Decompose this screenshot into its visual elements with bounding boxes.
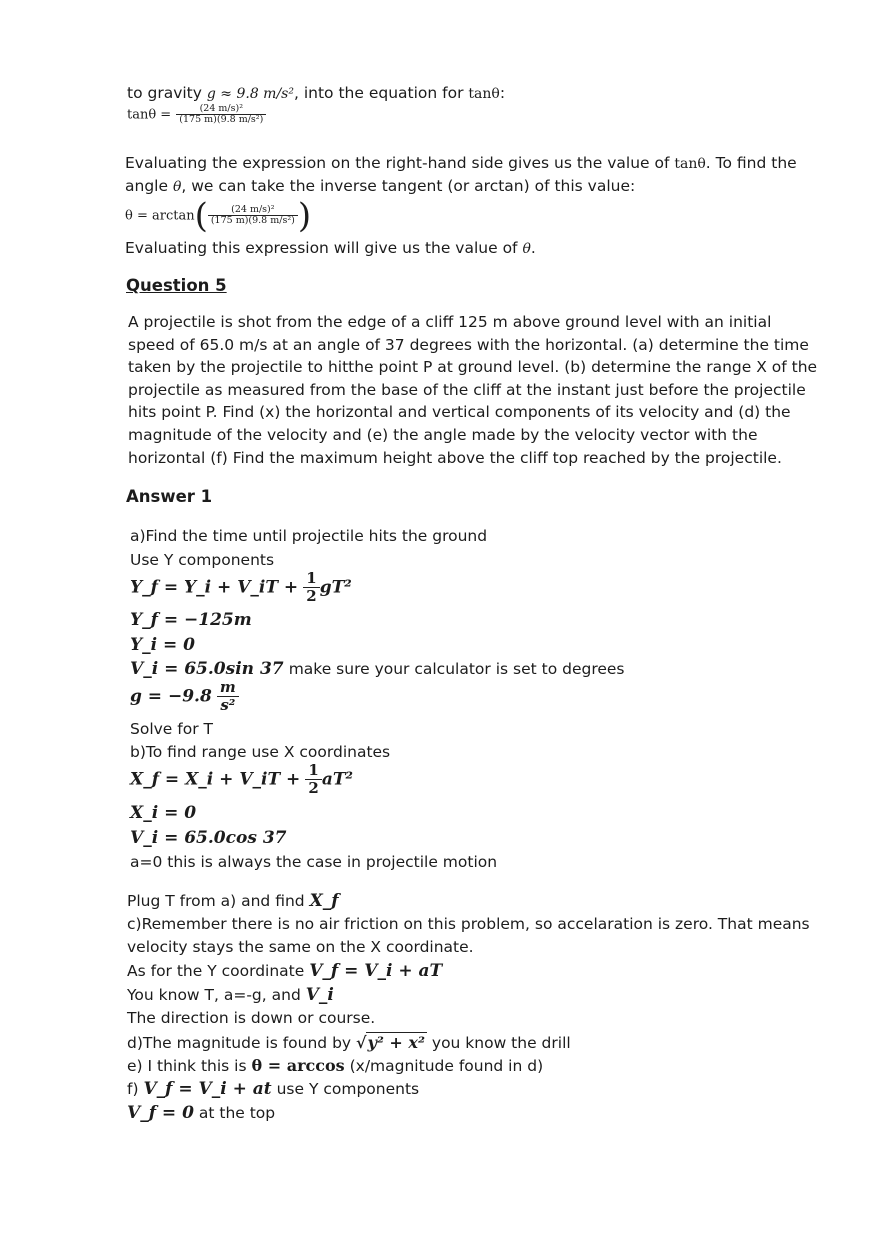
vi-cos-equation: V_i = 65.0cos 37: [130, 828, 287, 848]
tan-equation: [127, 104, 266, 126]
evaluate-text-2b: , we can take the inverse tangent (or arctan) of this value:: [181, 177, 636, 195]
theta-symbol: θ: [522, 241, 531, 257]
yf-equation-rhs: gT²: [319, 577, 352, 598]
left-paren: (: [194, 196, 208, 236]
gravity-value: [130, 679, 239, 714]
half-numerator: 1: [305, 762, 321, 780]
xf-equation-lhs: X_f = X_i + V_iT +: [130, 769, 301, 790]
right-paren: ): [297, 196, 312, 236]
fraction-numerator: (24 m/s)²: [208, 205, 298, 216]
part-a-title: a)Find the time until projectile hits the ground: [130, 527, 488, 545]
question-text: A projectile is shot from the edge of a cliff 125 m above ground level with an initial speed of 65.0 m/s at an angle of 37 degrees with the horizontal. (a) determine the time taken by the projectile to hitthe point P at ground level. (b) determine the range X of the projectile as measured from the base of the cliff at the instant just before the projectile hits point P. Find (x) the horizontal and vertical components of its velocity and (d) the magnitude of the velocity and (e) the angle made by the velocity vector with the horizontal (f) Find the maximum height above the cliff top reached by the projectile.: [128, 313, 818, 467]
arccos-equation: θ = arccos: [251, 1056, 345, 1075]
half-numerator: 1: [303, 570, 319, 588]
xi-value: X_i = 0: [130, 803, 197, 823]
yf-kinematic-equation: [130, 570, 352, 605]
y-coordinate-line: [127, 961, 442, 981]
evaluate-text-1a: Evaluating the expression on the right-hand side gives us the value of: [125, 154, 670, 172]
part-b-title: b)To find range use X coordinates: [130, 743, 391, 761]
half-fraction: [303, 570, 319, 605]
part-d-suffix: you know the drill: [431, 1034, 571, 1052]
evaluate-text-2a: angle: [125, 177, 169, 195]
tan-theta-symbol: tanθ: [674, 156, 706, 172]
gravity-prefix: to gravity: [127, 84, 202, 102]
vf-equation: V_f = V_i + aT: [309, 961, 443, 981]
evaluate-paragraph-line2: [125, 177, 635, 195]
xf-kinematic-equation: [130, 762, 353, 797]
yf-value: Y_f = −125m: [130, 610, 252, 630]
plug-t-text: Plug T from a) and find: [127, 892, 305, 910]
part-f-line: [127, 1079, 419, 1099]
vf-zero-line: [127, 1103, 275, 1123]
half-denominator: 2: [306, 586, 317, 605]
part-c-line1: c)Remember there is no air friction on this problem, so accelaration is zero. That means: [127, 915, 810, 933]
g-equation-lhs: g = −9.8: [130, 686, 212, 707]
g-units-fraction: [217, 679, 239, 714]
y-coordinate-text: As for the Y coordinate: [127, 962, 305, 980]
vf-zero-equation: V_f = 0: [127, 1103, 194, 1123]
evaluate-text-1b: . To find the: [705, 154, 797, 172]
part-e-text: e) I think this is: [127, 1057, 247, 1075]
tan-theta-symbol: tanθ: [468, 86, 500, 102]
fraction-denominator: (175 m)(9.8 m/s²): [179, 114, 264, 126]
g-units-numerator: m: [217, 679, 239, 697]
part-d-line: [127, 1032, 571, 1052]
gravity-line: [127, 84, 505, 102]
part-f-suffix: use Y components: [276, 1080, 420, 1098]
vf-at-equation: V_f = V_i + at: [143, 1079, 272, 1099]
arctan-fraction: [208, 205, 298, 227]
answer-heading: Answer 1: [126, 487, 213, 506]
question-heading: Question 5: [126, 276, 227, 295]
part-f-label: f): [127, 1080, 139, 1098]
evaluate-paragraph-line3: [125, 239, 536, 257]
g-units-denominator: s²: [220, 695, 236, 714]
vi-sin-line: [130, 659, 625, 679]
solve-for-t: Solve for T: [130, 720, 213, 738]
arctan-equation: [125, 196, 312, 236]
degrees-note: make sure your calculator is set to degrees: [288, 660, 625, 678]
half-denominator: 2: [308, 778, 319, 797]
part-e-suffix: (x/magnitude found in d): [349, 1057, 544, 1075]
theta-symbol: θ: [172, 179, 182, 195]
colon: :: [499, 84, 506, 102]
gravity-suffix: , into the equation for: [293, 84, 464, 102]
vf-zero-suffix: at the top: [198, 1104, 276, 1122]
tan-fraction: [176, 104, 266, 126]
yi-value: Y_i = 0: [130, 635, 196, 655]
tan-equation-lhs: tanθ =: [127, 107, 172, 123]
half-fraction: [305, 762, 321, 797]
evaluate-paragraph-line1: [125, 154, 797, 172]
plug-t-line: [127, 891, 339, 911]
arctan-lhs: θ = arctan: [125, 208, 195, 224]
sqrt-radicand: y² + x²: [367, 1033, 425, 1052]
xf-equation-rhs: aT²: [321, 769, 353, 790]
gravity-equation: g ≈ 9.8 m/s²: [206, 86, 294, 102]
direction-note: The direction is down or course.: [127, 1009, 376, 1027]
evaluate-text-3a: Evaluating this expression will give us the value of: [125, 239, 518, 257]
xf-symbol: X_f: [309, 891, 339, 911]
fraction-numerator: (24 m/s)²: [176, 104, 266, 115]
fraction-denominator: (175 m)(9.8 m/s²): [210, 215, 295, 227]
know-t-line: [127, 985, 334, 1005]
part-e-line: [127, 1056, 543, 1075]
acceleration-zero-note: a=0 this is always the case in projectile motion: [130, 853, 498, 871]
know-t-text: You know T, a=-g, and: [127, 986, 301, 1004]
part-d-text: d)The magnitude is found by: [127, 1034, 352, 1052]
part-c-line2: velocity stays the same on the X coordinate.: [127, 938, 474, 956]
magnitude-sqrt: √y² + x²: [356, 1033, 425, 1052]
vi-symbol: V_i: [305, 985, 334, 1005]
use-y-components: Use Y components: [130, 551, 275, 569]
vi-sin-equation: V_i = 65.0sin 37: [130, 659, 284, 679]
yf-equation-lhs: Y_f = Y_i + V_iT +: [130, 577, 299, 598]
period: .: [530, 239, 536, 257]
